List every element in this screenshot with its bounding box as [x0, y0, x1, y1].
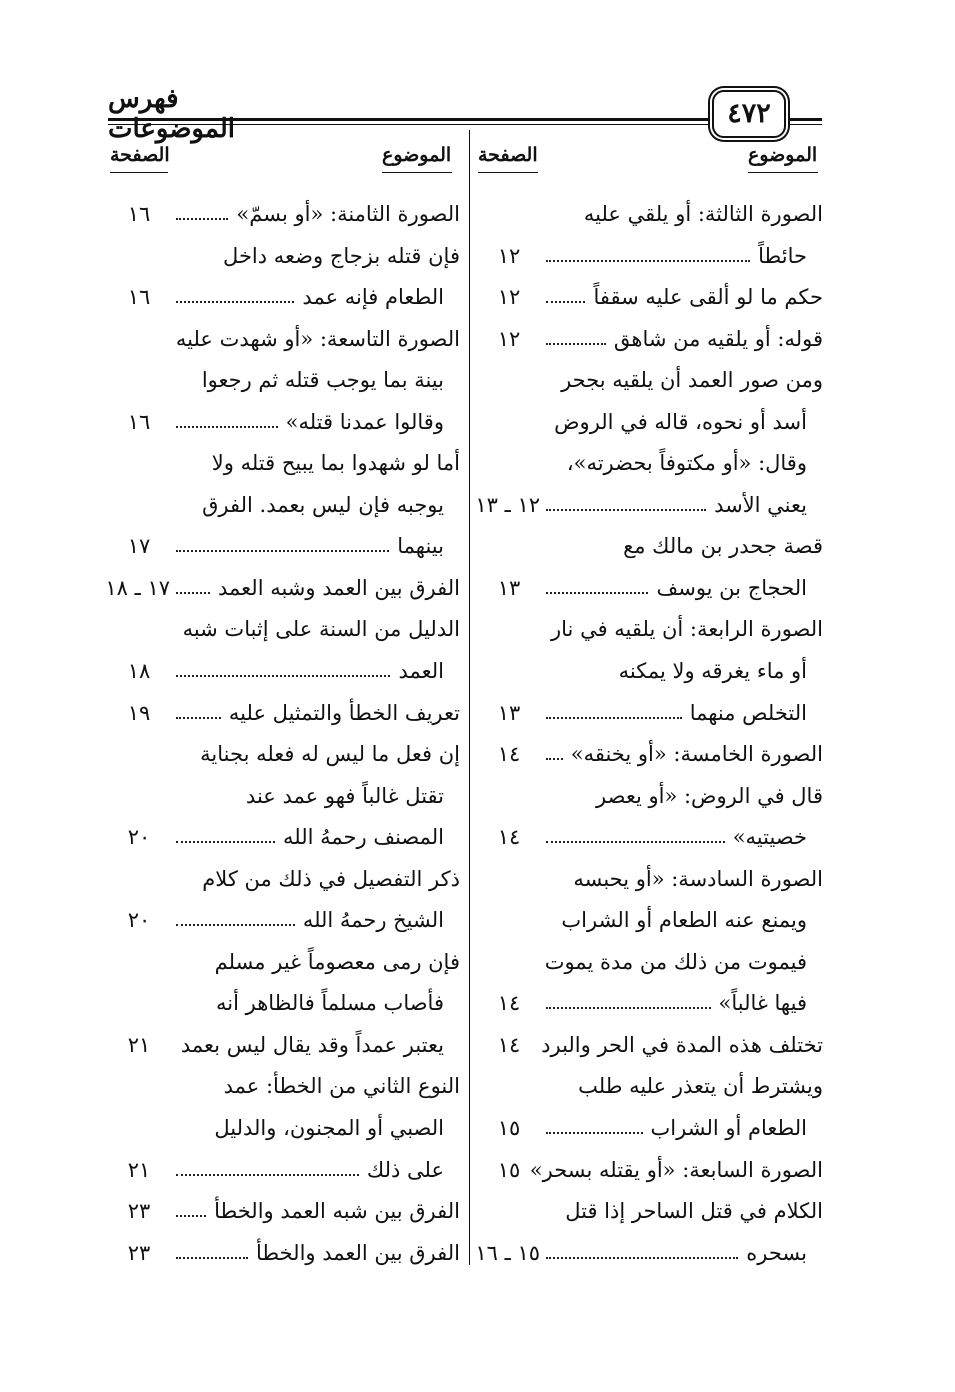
entry-subject-text: خصيتيه»: [732, 825, 807, 850]
entry-subject-text: ويمنع عنه الطعام أو الشراب: [561, 908, 807, 933]
left-index-entry: [108, 526, 460, 568]
right-index-entry: [478, 1025, 823, 1067]
entry-page-number: ٢٣: [127, 1199, 151, 1224]
right-index-entry: [478, 1108, 823, 1150]
entry-subject-text: الصورة الرابعة: أن يلقيه في نار: [551, 617, 823, 642]
leader-dots: [546, 1257, 738, 1259]
leader-dots: [176, 550, 389, 552]
entry-subject-text: الصورة الثامنة: «أو بسمّ»: [236, 202, 460, 226]
leader-dots: [176, 924, 295, 926]
right-index-entry: [478, 776, 823, 818]
left-index-entry: [108, 776, 460, 818]
right-index-entry: [478, 360, 823, 402]
entry-subject-text: فأصاب مسلماً فالظاهر أنه: [216, 991, 444, 1016]
left-index-entry: [108, 609, 460, 651]
left-index-entry: [108, 651, 460, 693]
left-page-underline: [110, 172, 168, 173]
entry-page-number: ١٩: [127, 700, 151, 725]
right-index-entry: [478, 236, 823, 278]
left-index-entry: [108, 900, 460, 942]
left-index-entry: [108, 485, 460, 527]
left-index-entry: [108, 319, 460, 361]
right-index-entry: [475, 485, 823, 527]
left-index-entry: [105, 568, 460, 610]
entry-subject-text: حكم ما لو ألقى عليه سقفاً: [593, 285, 823, 310]
left-index-entry: [108, 1191, 460, 1233]
right-index-entry: [478, 900, 823, 942]
entry-page-number: ٢٠: [127, 825, 151, 850]
leader-dots: [176, 1257, 248, 1259]
entry-page-number: ١٢: [497, 243, 521, 268]
entry-page-number: ٢١: [127, 1157, 151, 1182]
left-index-entry: [108, 1150, 460, 1192]
leader-dots: [176, 1174, 359, 1176]
entry-subject-text: وقال: «أو مكتوفاً بحضرته»،: [566, 451, 807, 476]
right-index-entry: [478, 443, 823, 485]
leader-dots: [176, 301, 294, 303]
entry-subject-text: الصورة الخامسة: «أو يخنقه»: [570, 742, 823, 767]
leader-dots: [546, 509, 706, 511]
entry-subject-text: بينة بما يوجب قتله ثم رجعوا: [201, 368, 444, 393]
leader-dots: [546, 1007, 711, 1009]
leader-dots: [176, 1215, 206, 1217]
entry-page-number: ١٦: [127, 202, 151, 226]
entry-subject-text: ويشترط أن يتعذر عليه طلب: [578, 1074, 823, 1099]
left-index-entry: [108, 983, 460, 1025]
entry-subject-text: فإن رمى معصوماً غير مسلم: [214, 949, 460, 974]
right-index-entry: [478, 568, 823, 610]
entry-subject-text: الشيخ رحمهُ الله: [302, 908, 444, 933]
leader-dots: [546, 301, 585, 303]
leader-dots: [176, 675, 390, 677]
leader-dots: [176, 426, 278, 428]
entry-subject-text: الفرق بين العمد والخطأ: [255, 1240, 460, 1265]
left-index-entry: [108, 693, 460, 735]
right-page-underline: [478, 172, 538, 173]
entry-subject-text: تعريف الخطأ والتمثيل عليه: [228, 700, 460, 725]
right-index-entry: [478, 526, 823, 568]
entry-subject-text: أسد أو نحوه، قاله في الروض: [554, 409, 807, 434]
entry-subject-text: ومن صور العمد أن يلقيه بجحر: [561, 368, 823, 393]
entry-page-number: ١٤: [497, 1032, 521, 1057]
entry-page-number: ١٣: [497, 700, 521, 725]
entry-subject-text: إن فعل ما ليس له فعله بجناية: [200, 742, 460, 767]
entry-subject-text: فيموت من ذلك من مدة يموت: [544, 949, 807, 974]
left-index-entry: [108, 1025, 460, 1067]
right-index-entry: [478, 693, 823, 735]
entry-subject-text: الطعام أو الشراب: [650, 1116, 807, 1141]
entry-subject-text: الصبي أو المجنون، والدليل: [214, 1116, 444, 1141]
left-index-entry: [108, 236, 460, 278]
column-divider: [469, 130, 470, 1265]
running-header-title: فهرس الموضوعات: [108, 84, 236, 144]
header-double-rule-right: [786, 118, 822, 125]
entry-page-number: ٢١: [127, 1032, 151, 1057]
leader-dots: [176, 717, 221, 719]
right-index-entry: [478, 983, 823, 1025]
leader-dots: [546, 841, 725, 843]
entry-subject-text: الصورة السابعة: «أو يقتله بسحر»: [529, 1157, 823, 1182]
entry-subject-text: الصورة التاسعة: «أو شهدت عليه: [175, 326, 460, 351]
entry-subject-text: النوع الثاني من الخطأ: عمد: [223, 1074, 460, 1099]
right-index-entry: [475, 1233, 823, 1275]
entry-subject-text: وقالوا عمدنا قتله»: [285, 409, 444, 434]
entry-subject-text: العمد: [398, 659, 444, 684]
entry-page-number: ١٤: [497, 991, 521, 1016]
entry-subject-text: أو ماء يغرقه ولا يمكنه: [618, 659, 807, 684]
right-index-entry: [478, 817, 823, 859]
right-index-entry: [478, 1066, 823, 1108]
leader-dots: [546, 1132, 643, 1134]
left-index-entry: [108, 443, 460, 485]
entry-subject-text: الحجاج بن يوسف: [656, 575, 807, 600]
right-index-entry: [478, 1191, 823, 1233]
right-index-entry: [478, 1150, 823, 1192]
right-index-entry: [478, 859, 823, 901]
leader-dots: [546, 592, 648, 594]
entry-page-number: ١٥ ـ ١٦: [475, 1240, 540, 1265]
right-index-entry: [478, 609, 823, 651]
left-index-entry: [108, 859, 460, 901]
left-index-entry: [108, 734, 460, 776]
entry-subject-text: الفرق بين العمد وشبه العمد: [218, 575, 460, 600]
entry-subject-text: يعتبر عمداً وقد يقال ليس بعمد: [180, 1032, 444, 1057]
entry-page-number: ١٤: [497, 742, 521, 767]
right-index-entry: [478, 651, 823, 693]
left-index-entry: [108, 402, 460, 444]
left-index-column: [105, 194, 460, 1274]
entry-subject-text: الكلام في قتل الساحر إذا قتل: [565, 1199, 823, 1224]
leader-dots: [176, 841, 275, 843]
entry-subject-text: قوله: أو يلقيه من شاهق: [613, 326, 823, 351]
entry-subject-text: يوجبه فإن ليس بعمد. الفرق: [202, 492, 444, 517]
entry-page-number: ١٢: [497, 326, 521, 351]
left-index-entry: [108, 360, 460, 402]
entry-subject-text: حائطاً: [758, 243, 807, 268]
left-index-entry: [108, 277, 460, 319]
entry-subject-text: بسحره: [746, 1240, 807, 1265]
entry-page-number: ٢٣: [127, 1240, 151, 1265]
right-subject-underline: [748, 172, 818, 173]
right-index-entry: [478, 942, 823, 984]
right-index-entry: [478, 319, 823, 361]
right-index-entry: [478, 194, 823, 236]
entry-subject-text: المصنف رحمهُ الله: [283, 825, 444, 850]
entry-page-number: ١٧: [127, 534, 151, 559]
left-index-entry: [108, 942, 460, 984]
left-index-entry: [108, 1233, 460, 1275]
left-index-entry: [108, 1108, 460, 1150]
entry-subject-text: فيها غالباً»: [718, 991, 807, 1016]
leader-dots: [546, 343, 606, 345]
entry-subject-text: على ذلك: [366, 1157, 444, 1182]
entry-subject-text: تختلف هذه المدة في الحر والبرد: [541, 1032, 823, 1057]
entry-page-number: ١٢ ـ ١٣: [475, 492, 540, 517]
right-index-entry: [478, 402, 823, 444]
left-page-heading: الصفحة: [110, 144, 170, 166]
entry-subject-text: الصورة الثالثة: أو يلقي عليه: [583, 202, 823, 226]
leader-dots: [176, 592, 210, 594]
entry-subject-text: أما لو شهدوا بما يبيح قتله ولا: [211, 451, 460, 476]
entry-page-number: ١٨: [127, 659, 151, 684]
entry-subject-text: فإن قتله بزجاج وضعه داخل: [223, 243, 460, 268]
entry-subject-text: الفرق بين شبه العمد والخطأ: [214, 1199, 460, 1224]
entry-subject-text: التخلص منهما: [689, 700, 807, 725]
entry-page-number: ٢٠: [127, 908, 151, 933]
right-index-entry: [478, 277, 823, 319]
left-index-entry: [108, 817, 460, 859]
leader-dots: [546, 758, 563, 760]
page-number-box: ٤٧٢: [712, 90, 786, 138]
entry-page-number: ١٤: [497, 825, 521, 850]
entry-subject-text: بينهما: [397, 534, 444, 559]
right-page-heading: الصفحة: [478, 144, 538, 166]
entry-page-number: ١٦: [127, 285, 151, 310]
right-index-column: [475, 194, 823, 1274]
entry-page-number: ١٦: [127, 409, 151, 434]
entry-subject-text: تقتل غالباً فهو عمد عند: [245, 783, 444, 808]
right-index-entry: [478, 734, 823, 776]
entry-subject-text: قال في الروض: «أو يعصر: [596, 783, 823, 808]
entry-subject-text: ذكر التفصيل في ذلك من كلام: [202, 866, 460, 891]
entry-page-number: ١٥: [497, 1157, 521, 1182]
entry-subject-text: الطعام فإنه عمد: [302, 285, 444, 310]
leader-dots: [176, 218, 228, 220]
left-subject-underline: [382, 172, 452, 173]
entry-page-number: ١٣: [497, 575, 521, 600]
entry-subject-text: قصة جحدر بن مالك مع: [623, 534, 823, 559]
left-index-entry: [108, 194, 460, 236]
entry-subject-text: الصورة السادسة: «أو يحبسه: [573, 866, 823, 891]
entry-subject-text: يعني الأسد: [714, 492, 807, 517]
entry-page-number: ١٥: [497, 1116, 521, 1141]
leader-dots: [546, 717, 682, 719]
right-subject-heading: الموضوع: [748, 144, 818, 166]
entry-page-number: ١٢: [497, 285, 521, 310]
left-subject-heading: الموضوع: [382, 144, 452, 166]
entry-page-number: ١٧ ـ ١٨: [105, 575, 170, 600]
header-double-rule: [108, 118, 708, 125]
entry-subject-text: الدليل من السنة على إثبات شبه: [182, 617, 460, 642]
leader-dots: [546, 260, 750, 262]
left-index-entry: [108, 1066, 460, 1108]
